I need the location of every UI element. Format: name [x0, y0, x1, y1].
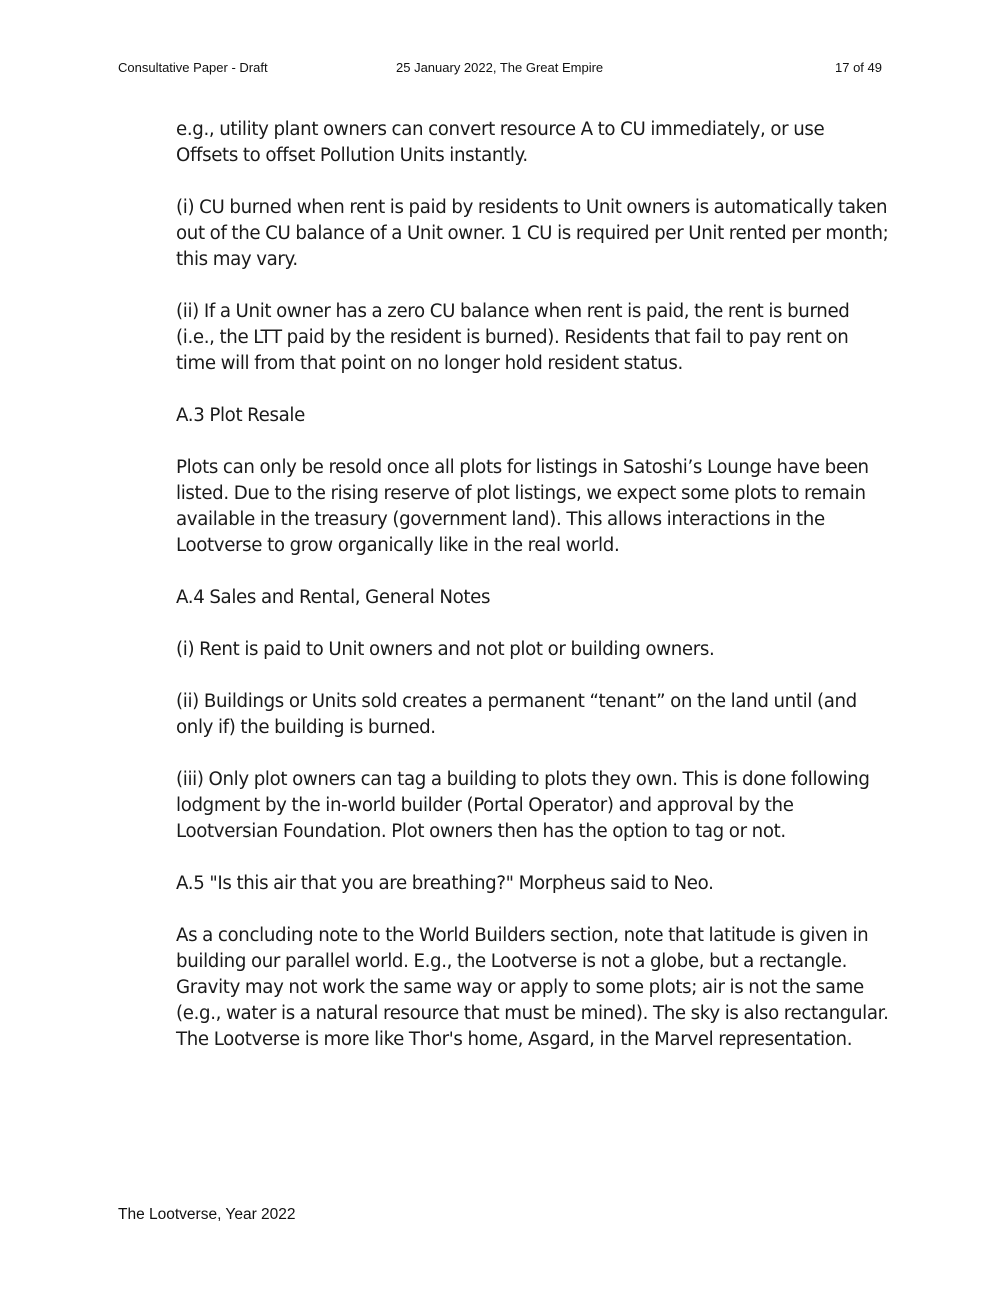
paragraph-tag-building: (iii) Only plot owners can tag a building to plots they own. This is done following lodgment by the in-world builder (Portal Operator) and approval by the Lootversian Foundation. Plot owners then has the option to tag or not.: [176, 769, 870, 842]
paragraph-plot-resale: Plots can only be resold once all plots for listings in Satoshi’s Lounge have been listed. Due to the rising reserve of plot listings, we expect some plots to remain available in the treasury (government land). This allows interactions in the Lootverse to grow organically like in the real world.: [176, 457, 869, 556]
document-status: Consultative Paper - Draft: [118, 60, 268, 75]
document-date-location: 25 January 2022, The Great Empire: [396, 60, 604, 75]
paragraph-utility-example: e.g., utility plant owners can convert resource A to CU immediately, or use Offsets to offset Pollution Units instantly.: [176, 119, 825, 166]
section-heading-plot-resale: A.3 Plot Resale: [176, 405, 305, 426]
paragraph-rent-to-unit-owners: (i) Rent is paid to Unit owners and not plot or building owners.: [176, 639, 715, 660]
paragraph-cu-burned-rent: (i) CU burned when rent is paid by residents to Unit owners is automatically taken out of the CU balance of a Unit owner. 1 CU is required per Unit rented per month; this may vary.: [176, 197, 889, 270]
paragraph-permanent-tenant: (ii) Buildings or Units sold creates a permanent “tenant” on the land until (and only if) the building is burned.: [176, 691, 857, 738]
paragraph-concluding-note: As a concluding note to the World Builders section, note that latitude is given in building our parallel world. E.g., the Lootverse is not a globe, but a rectangle. Gravity may not work the same way or apply to some plots; air is not the same (e.g., water is a natural resource that must be mined). The sky is also rectangular. The Lootverse is more like Thor's home, Asgard, in the Marvel representation.: [176, 925, 889, 1050]
document-body: [176, 117, 891, 1079]
page-header: [0, 60, 1000, 78]
section-heading-sales-rental: A.4 Sales and Rental, General Notes: [176, 587, 491, 608]
section-heading-morpheus: A.5 "Is this air that you are breathing?" Morpheus said to Neo.: [176, 873, 714, 894]
paragraph-zero-cu-balance: (ii) If a Unit owner has a zero CU balance when rent is paid, the rent is burned (i.e., the LTT paid by the resident is burned). Residents that fail to pay rent on time will from that point on no longer hold resident status.: [176, 301, 850, 374]
page-number: 17 of 49: [835, 60, 882, 75]
page-footer: The Lootverse, Year 2022: [118, 1206, 296, 1223]
